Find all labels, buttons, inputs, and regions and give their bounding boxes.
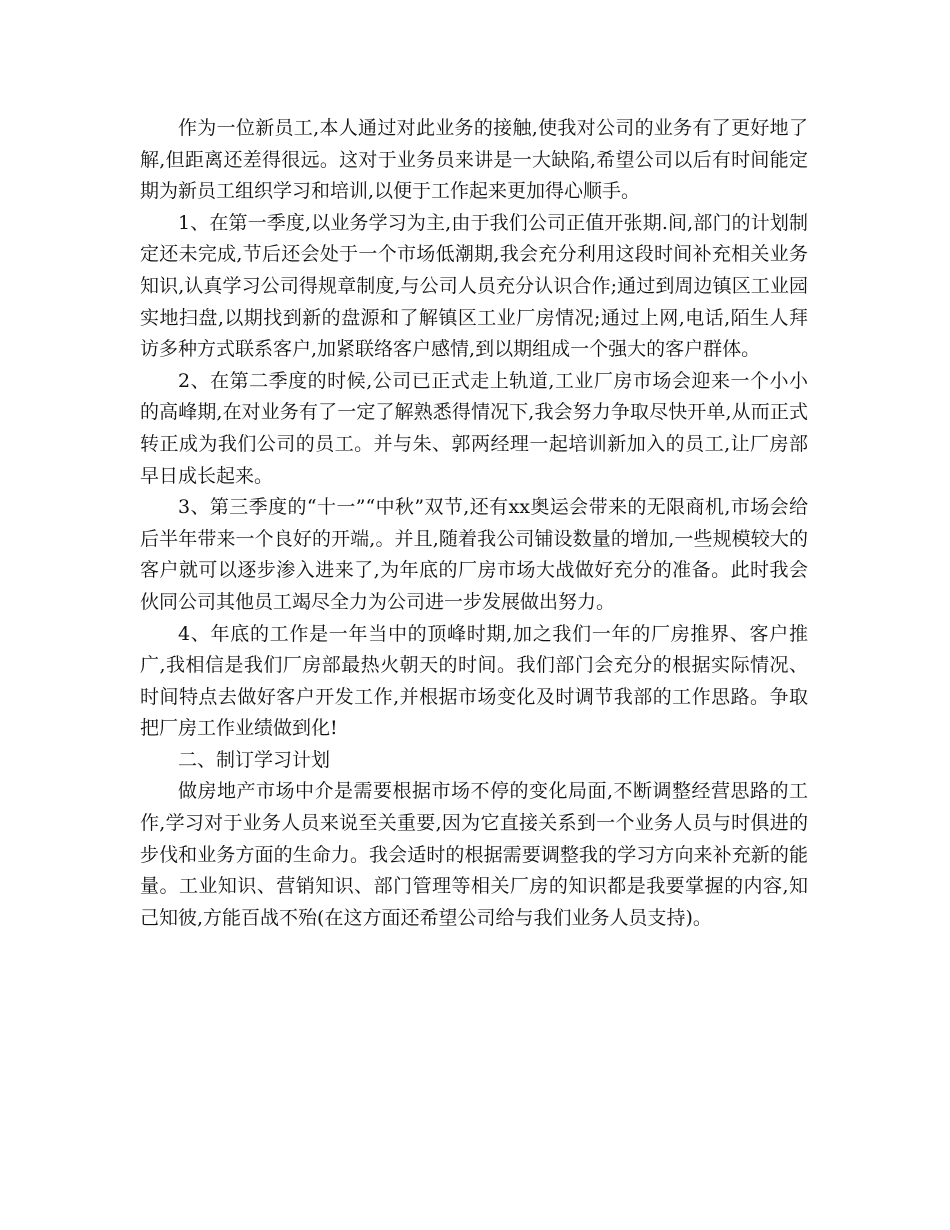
section-heading-study-plan: 二、制订学习计划 <box>178 748 331 771</box>
paragraph-year-end: 4、年底的工作是一年当中的顶峰时期,加之我们一年的厂房推界、客户推广,我相信是我们厂房部最热火朝天的时间。我们部门会充分的根据实际情况、时间特点去做好客户开发工作,并根据市场变化及时调节我部的工作思路。争取把厂房工作业绩做到化! <box>140 622 808 740</box>
document-body <box>140 113 808 934</box>
paragraph-quarter-1: 1、在第一季度,以业务学习为主,由于我们公司正值开张期.间,部门的计划制定还未完成,节后还会处于一个市场低潮期,我会充分利用这段时间补充相关业务知识,认真学习公司得规章制度,与公司人员充分认识合作;通过到周边镇区工业园实地扫盘,以期找到新的盘源和了解镇区工业厂房情况;通过上网,电话,陌生人拜访多种方式联系客户,加紧联络客户感情,到以期组成一个强大的客户群体。 <box>140 211 808 361</box>
paragraph-study-plan: 做房地产市场中介是需要根据市场不停的变化局面,不断调整经营思路的工作,学习对于业务人员来说至关重要,因为它直接关系到一个业务人员与时俱进的步伐和业务方面的生命力。我会适时的根据需要调整我的学习方向来补充新的能量。工业知识、营销知识、部门管理等相关厂房的知识都是我要掌握的内容,知己知彼,方能百战不殆(在这方面还希望公司给与我们业务人员支持)。 <box>140 780 808 929</box>
paragraph-quarter-3: 3、第三季度的“十一”“中秋”双节,还有xx奥运会带来的无限商机,市场会给后半年带来一个良好的开端,。并且,随着我公司铺设数量的增加,一些规模较大的客户就可以逐步渗入进来了,为年底的厂房市场大战做好充分的准备。此时我会伙同公司其他员工竭尽全力为公司进一步发展做出努力。 <box>140 496 808 613</box>
paragraph-quarter-2: 2、在第二季度的时候,公司已正式走上轨道,工业厂房市场会迎来一个小小的高峰期,在对业务有了一定了解熟悉得情况下,我会努力争取尽快开单,从而正式转正成为我们公司的员工。并与朱、郭两经理一起培训新加入的员工,让厂房部早日成长起来。 <box>140 369 808 487</box>
paragraph-new-employee: 作为一位新员工,本人通过对此业务的接触,使我对公司的业务有了更好地了解,但距离还差得很远。这对于业务员来讲是一大缺陷,希望公司以后有时间能定期为新员工组织学习和培训,以便于工作起来更加得心顺手。 <box>140 117 808 203</box>
